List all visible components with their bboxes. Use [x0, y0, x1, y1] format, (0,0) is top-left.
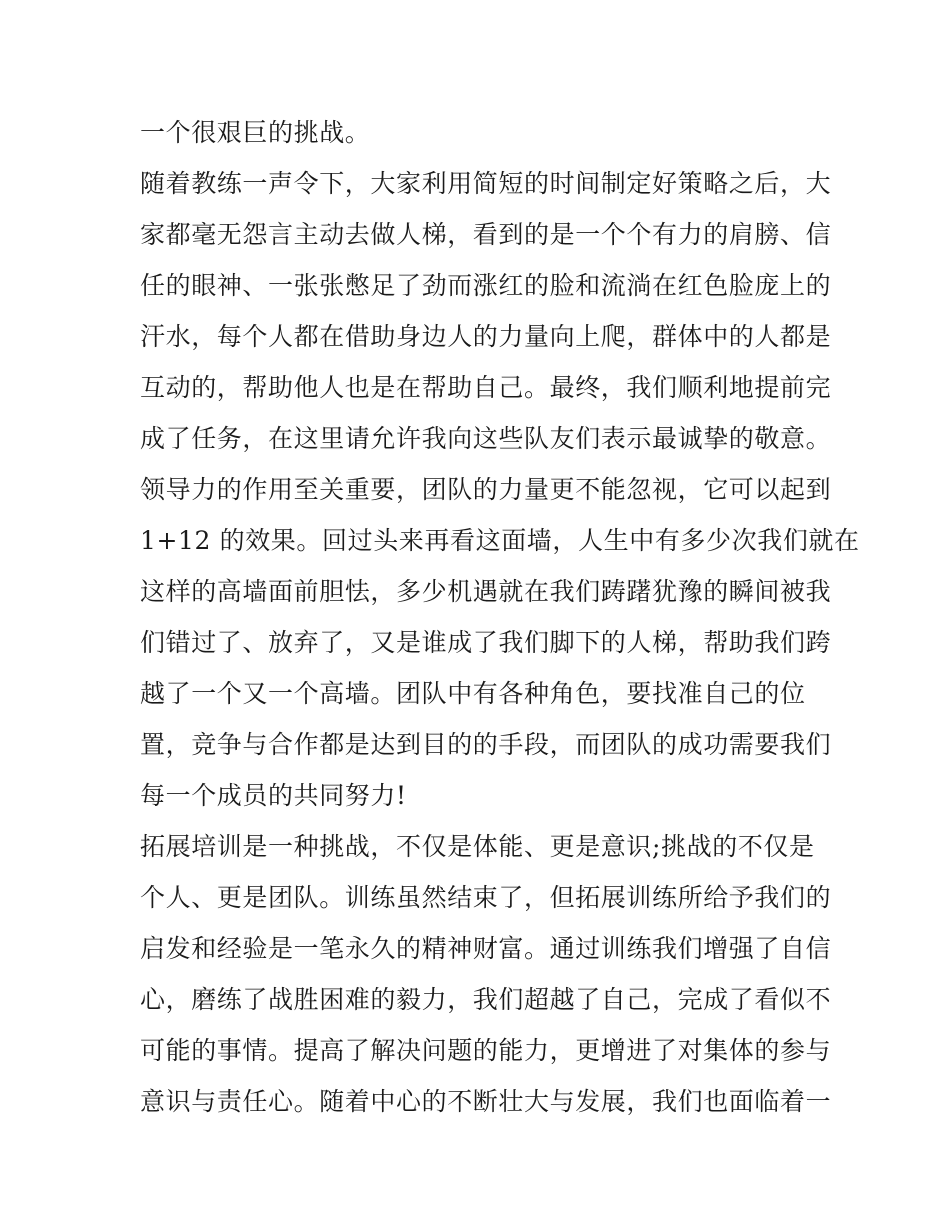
text-line: 随着教练一声令下，大家利用简短的时间制定好策略之后，大 [140, 169, 832, 198]
text-line: 一个很艰巨的挑战。 [140, 118, 371, 147]
text-line: 意识与责任心。随着中心的不断壮大与发展，我们也面临着一 [140, 1087, 832, 1116]
text-line: 这样的高墙面前胆怯，多少机遇就在我们踌躇犹豫的瞬间被我 [140, 577, 832, 606]
text-line: 越了一个又一个高墙。团队中有各种角色，要找准自己的位 [140, 679, 806, 708]
text-line: 可能的事情。提高了解决问题的能力，更增进了对集体的参与 [140, 1036, 832, 1065]
text-line: 互动的，帮助他人也是在帮助自己。最终，我们顺利地提前完 [140, 373, 832, 402]
text-line: 置，竞争与合作都是达到目的的手段，而团队的成功需要我们 [140, 730, 832, 759]
text-line: 们错过了、放弃了，又是谁成了我们脚下的人梯，帮助我们跨 [140, 628, 832, 657]
text-line: 1+12 的效果。回过头来再看这面墙，人生中有多少次我们就在 [140, 526, 860, 555]
body-text [140, 107, 860, 1127]
text-line: 个人、更是团队。训练虽然结束了，但拓展训练所给予我们的 [140, 883, 832, 912]
text-line: 家都毫无怨言主动去做人梯，看到的是一个个有力的肩膀、信 [140, 220, 832, 249]
text-line: 成了任务，在这里请允许我向这些队友们表示最诚挚的敬意。 [140, 424, 832, 453]
text-line: 领导力的作用至关重要，团队的力量更不能忽视，它可以起到 [140, 475, 832, 504]
text-line: 拓展培训是一种挑战，不仅是体能、更是意识;挑战的不仅是 [140, 832, 815, 861]
text-line: 汗水，每个人都在借助身边人的力量向上爬，群体中的人都是 [140, 322, 832, 351]
text-line: 启发和经验是一笔永久的精神财富。通过训练我们增强了自信 [140, 934, 832, 963]
text-line: 每一个成员的共同努力! [140, 781, 407, 810]
text-line: 心，磨练了战胜困难的毅力，我们超越了自己，完成了看似不 [140, 985, 832, 1014]
text-line: 任的眼神、一张张憋足了劲而涨红的脸和流淌在红色脸庞上的 [140, 271, 832, 300]
